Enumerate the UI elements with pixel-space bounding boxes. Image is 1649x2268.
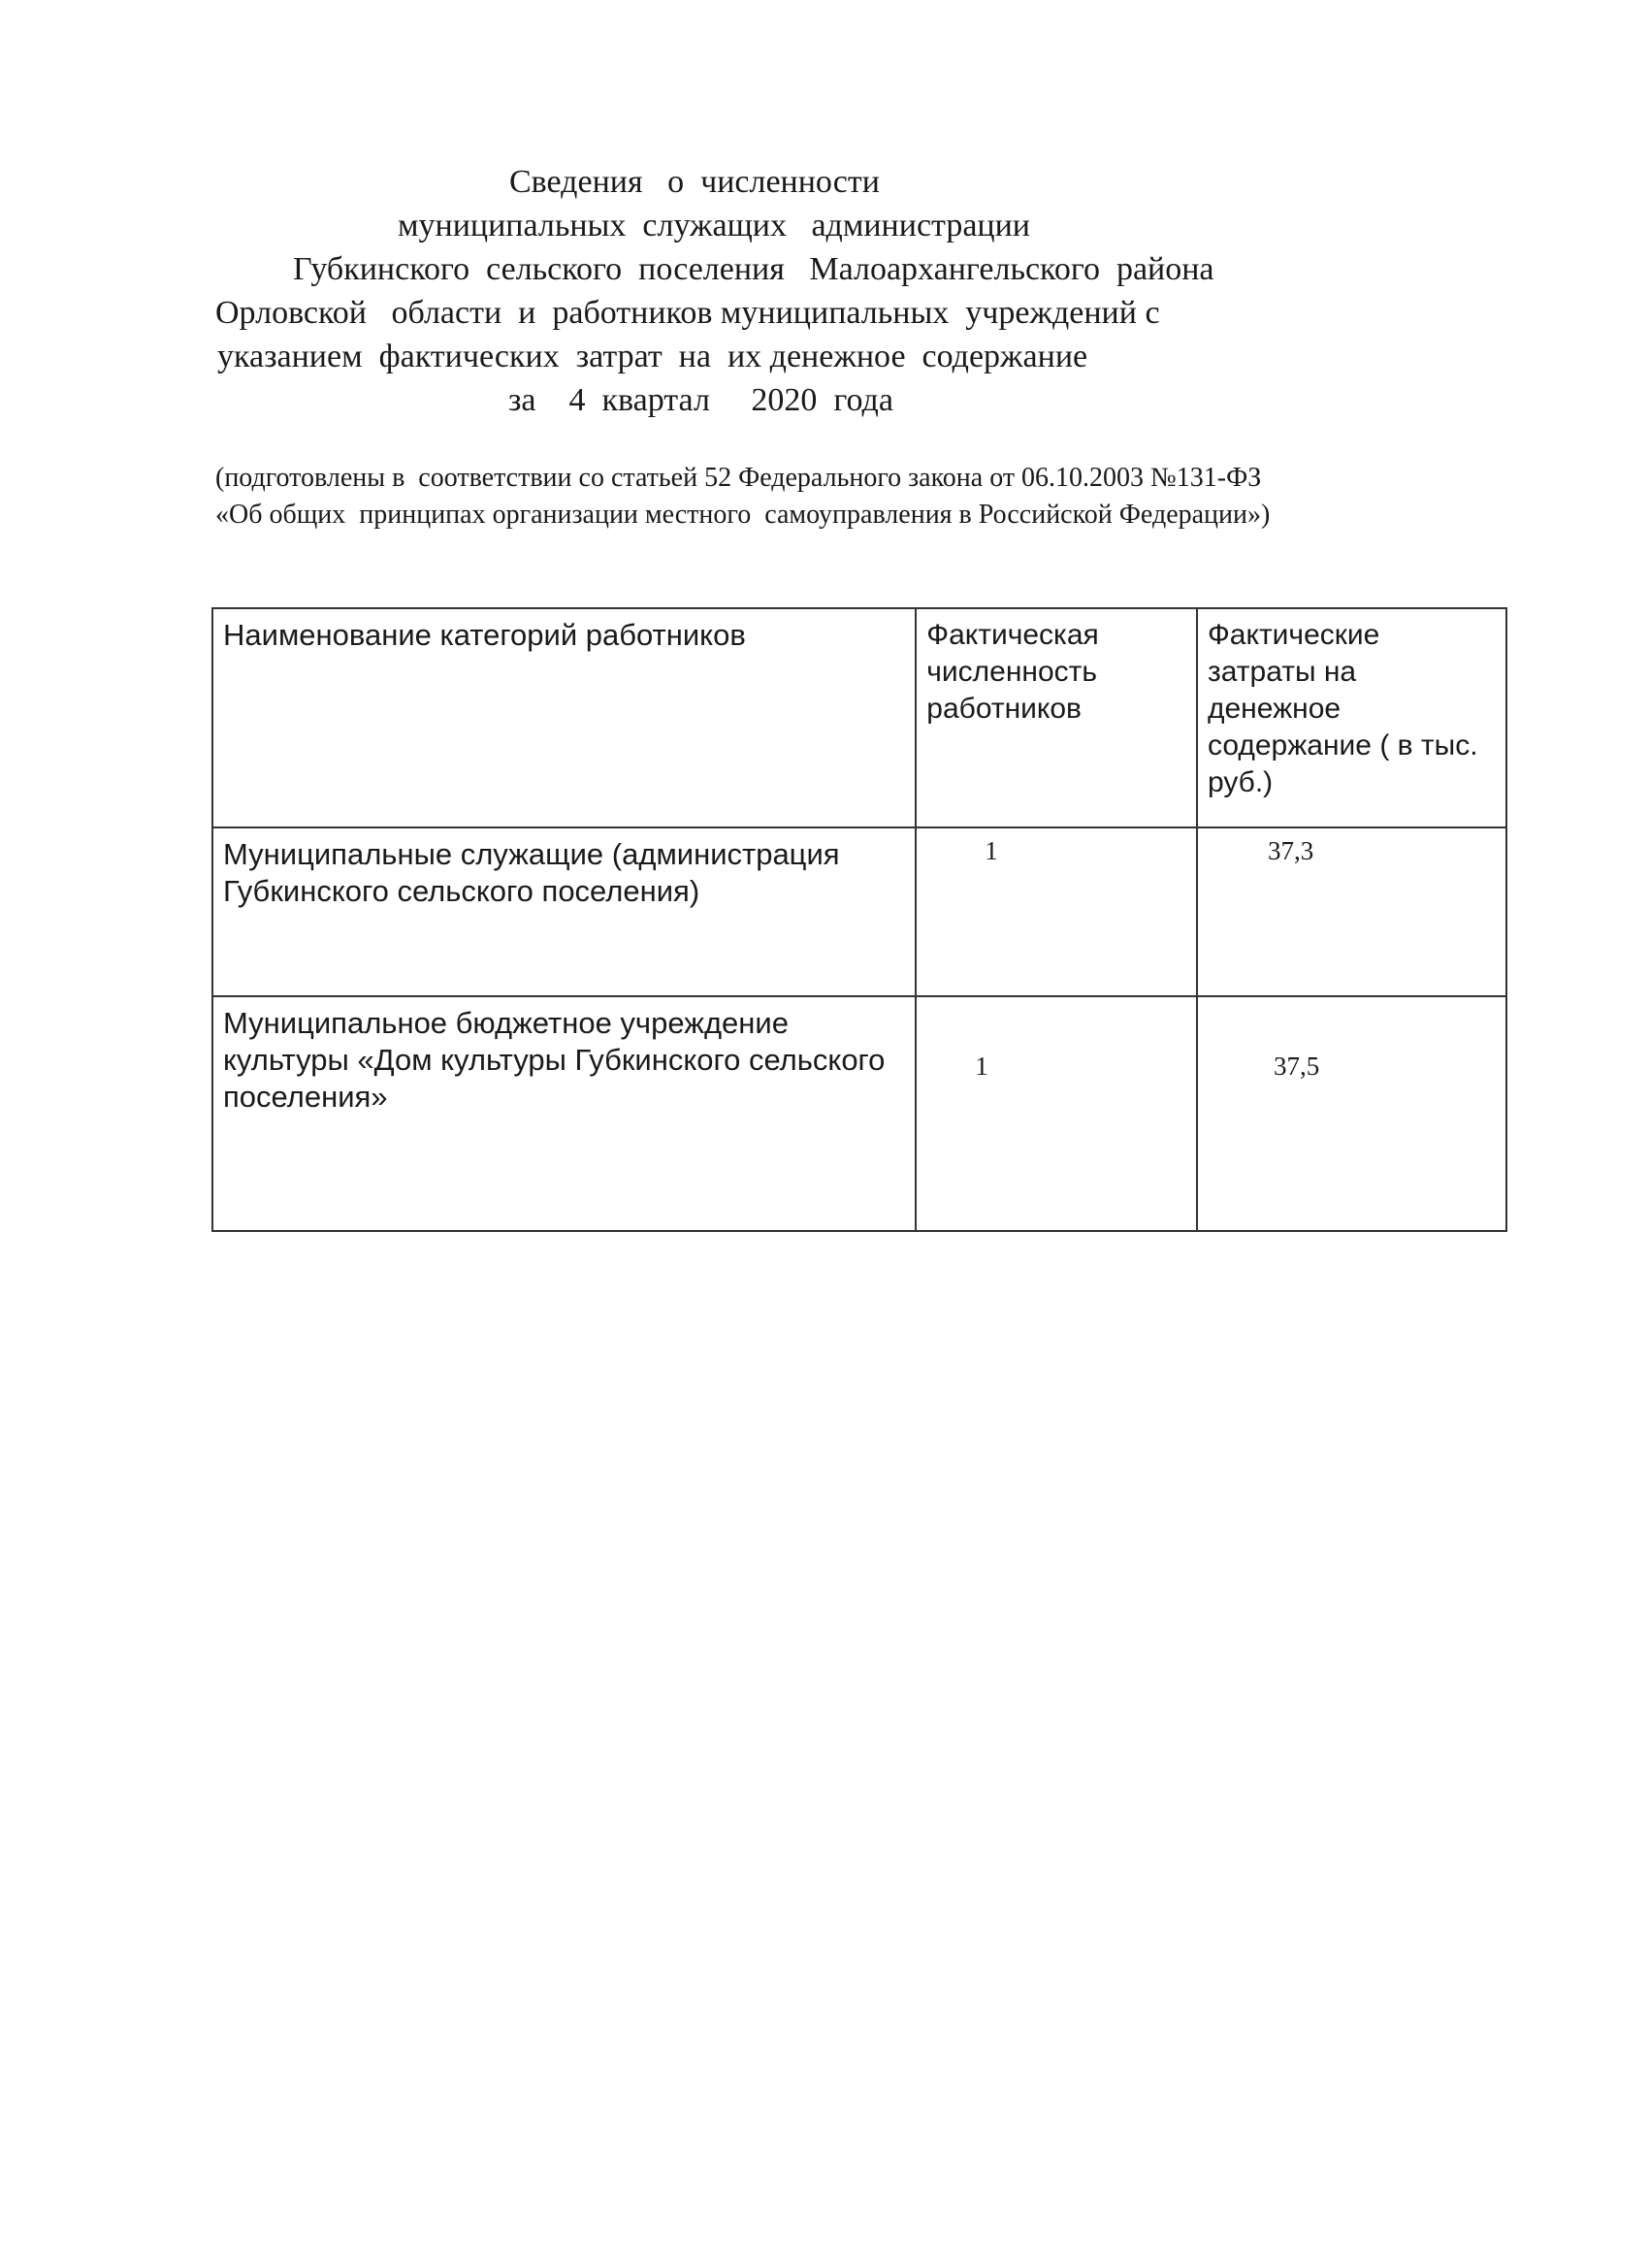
- document-title: [184, 160, 1406, 422]
- row-cost: 37,5: [1197, 996, 1506, 1231]
- note-line: (подготовлены в соответствии со статьей 52 Федерального закона от 06.10.2003 №131-ФЗ: [215, 463, 1262, 493]
- title-line: Губкинского сельского поселения Малоархангельского района: [293, 251, 1214, 287]
- header-count: Фактическая численность работников: [916, 608, 1197, 827]
- note-line: «Об общих принципах организации местного самоуправления в Российской Федерации»): [215, 500, 1271, 530]
- legal-basis-note: [215, 460, 1496, 534]
- row-category: Муниципальное бюджетное учреждение культуры «Дом культуры Губкинского сельского поселения»: [212, 996, 916, 1231]
- title-line: за 4 квартал 2020 года: [508, 382, 893, 418]
- row-count: 1: [916, 827, 1197, 996]
- table-row: [212, 827, 1506, 996]
- row-cost: 37,3: [1197, 827, 1506, 996]
- row-count: 1: [916, 996, 1197, 1231]
- table-header-row: [212, 608, 1506, 827]
- table-row: [212, 996, 1506, 1231]
- title-line: указанием фактических затрат на их денежное содержание: [217, 339, 1088, 374]
- title-line: муниципальных служащих администрации: [398, 208, 1030, 243]
- staff-costs-table: [211, 607, 1507, 1232]
- header-category: Наименование категорий работников: [212, 608, 916, 827]
- title-line: Орловской области и работников муниципальных учреждений с: [215, 295, 1160, 331]
- title-line: Сведения о численности: [509, 164, 880, 200]
- header-cost: Фактические затраты на денежное содержание ( в тыс. руб.): [1197, 608, 1506, 827]
- row-category: Муниципальные служащие (администрация Губкинского сельского поселения): [212, 827, 916, 996]
